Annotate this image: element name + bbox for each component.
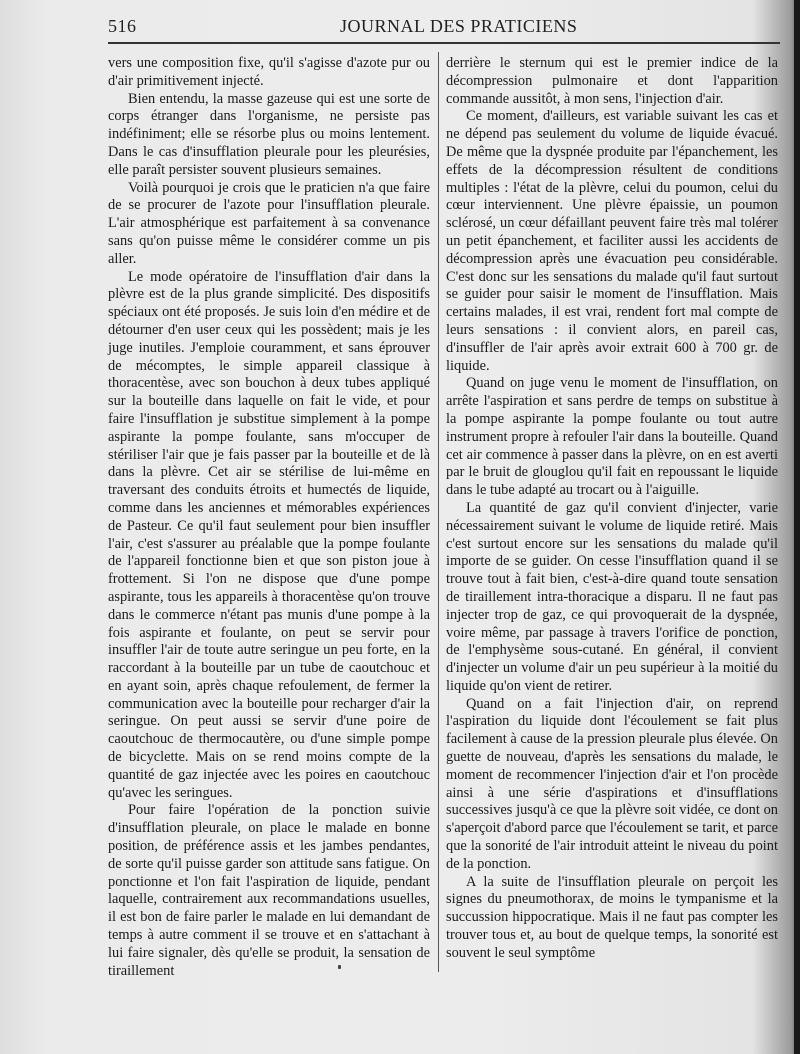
paragraph: derrière le sternum qui est le premier indice de la décompression pulmonaire et dont l'apparition commande aussitôt, à mon sens, l'injection d'air. — [446, 55, 778, 107]
paragraph: Quand on juge venu le moment de l'insufflation, on arrête l'aspiration et sans perdre de temps on substitue à la pompe aspirante la pompe foulante ou tout autre instrument propre à refouler l'air dans la bouteille. Quand cet air commence à passer dans la plèvre, on en est averti par le bruit de glouglou qu'il fait en repoussant le liquide dans le tube adapté au trocart ou à l'aiguille. — [446, 375, 778, 499]
paragraph: Ce moment, d'ailleurs, est variable suivant les cas et ne dépend pas seulement du volume de liquide évacué. De même que la dyspnée produite par l'épanchement, les effets de la décompression résultent de conditions multiples : l'état de la plèvre, celui du poumon, celui du cœur interviennent. Une plèvre épaissie, un poumon sclérosé, un cœur défaillant peuvent faire très mal tolérer un petit épanchement, et faciliter aussi les accidents de décompression après une évacuation peu considérable. C'est donc sur les sensations du malade qu'il faut surtout se guider pour saisir le moment de l'insufflation. Mais certains malades, il est vrai, rendent fort mal compte de leurs sensations : il convient alors, en pareil cas, d'insuffler de l'air après avoir extrait 600 à 700 gr. de liquide. — [446, 108, 778, 374]
paragraph: Le mode opératoire de l'insufflation d'air dans la plèvre est de la plus grande simplicité. Des dispositifs spéciaux ont été proposés. Je suis loin d'en médire et de détourner d'en user ceux qui les possèdent; mais je les juge inutiles. J'emploie couramment, et sans éprouver de mécomptes, le simple appareil classique à thoracentèse, avec son bouchon à deux tubes appliqué sur la bouteille dans laquelle on fait le vide, et pour faire l'insufflation je substitue simplement à la pompe aspirante la pompe foulante, sans m'occuper de stériliser l'air que je fais passer par la bouteille et de là dans la plèvre. Cet air se stérilise de lui-même en traversant des conduits étroits et humectés de liquide, comme dans les anciennes et mémorables expériences de Pasteur. Ce qu'il faut seulement pour bien insuffler l'air, c'est s'assurer au préalable que la pompe foulante de l'appareil fonctionne bien et que son piston joue à frottement. Si l'on ne dispose que d'une pompe aspirante, tous les appareils à thoracentèse qu'on trouve dans le commerce n'étant pas munis d'une pompe à la fois aspirante et foulante, on peut se servir pour insuffler l'air de toute autre seringue un peu forte, en la raccordant à la bouteille par un tube de caoutchouc et en ayant soin, après chaque refoulement, de fermer la communication avec la bouteille pour recharger d'air la seringue. On peut aussi se servir d'une poire de caoutchouc de thermocautère, ou d'une simple pompe de bicyclette. Mais on se rend moins compte de la quantité de gaz injectée avec les poires en caoutchouc qu'avec les seringues. — [108, 268, 430, 801]
paragraph: Quand on a fait l'injection d'air, on reprend l'aspiration du liquide dont l'écoulement se fait plus facilement à cause de la pression pleurale plus élevée. On guette de nouveau, d'après les sensations du malade, le moment de recommencer l'injection d'air et l'on procède ainsi à une série d'aspirations et d'insufflations successives jusqu'à ce que la plèvre soit vidée, ce dont on s'aperçoit d'abord parce que l'écoulement se tarit, et parce que la sonorité de l'air introduit atteint le niveau du point de la ponction. — [446, 695, 778, 872]
journal-title: JOURNAL DES PRATICIENS — [340, 16, 578, 36]
ink-mark — [338, 965, 341, 969]
paragraph: Pour faire l'opération de la ponction suivie d'insufflation pleurale, on place le malade en bonne position, de préférence assis et les jambes pendantes, de sorte qu'il puisse garder son attitude sans fatigue. On ponctionne et l'on fait l'aspiration de liquide, pendant laquelle, contrairement aux recommandations usuelles, il est bon de faire parler le malade en lui demandant de temps à autre comment il se trouve et en s'attachant à lui faire signaler, dès qu'elle se produit, la sensation de tiraillement — [108, 802, 430, 979]
paragraph: vers une composition fixe, qu'il s'agisse d'azote pur ou d'air primitivement injecté. — [108, 55, 430, 89]
page-edge-shadow — [794, 0, 800, 1054]
paragraph: La quantité de gaz qu'il convient d'injecter, varie nécessairement suivant le volume de liquide retiré. Mais c'est surtout encore sur les sensations du malade qu'il importe de se guider. On cesse l'insufflation quand il se trouve tout à fait bien, c'est-à-dire quand toute sensation de tiraillement intra-thoracique a disparu. Il ne faut pas injecter trop de gaz, ce qui provoquerait de la dyspnée, voire même, par passage à travers l'orifice de ponction, de l'emphysème sous-cutané. En général, il convient d'injecter un volume d'air un peu supérieur à la moitié du liquide qu'on vient de retirer. — [446, 499, 778, 694]
paragraph: Voilà pourquoi je crois que le praticien n'a que faire de se procurer de l'azote pour l'insufflation pleurale. L'air atmosphérique est parfaitement à sa convenance sans qu'on puisse même le considérer comme un pis aller. — [108, 179, 430, 267]
right-column — [446, 55, 778, 963]
running-header — [108, 14, 788, 42]
paragraph: A la suite de l'insufflation pleurale on perçoit les signes du pneumothorax, de moins le tympanisme et la succussion hippocratique. Mais il ne faut pas compter les trouver tous et, au bout de quelque temps, la sonorité est souvent le seul symptôme — [446, 873, 778, 961]
paragraph: Bien entendu, la masse gazeuse qui est une sorte de corps étranger dans l'organisme, ne persiste pas indéfiniment; elle se résorbe plus ou moins lentement. Dans le cas d'insufflation pleurale pour les pleurésies, elle paraît persister souvent plusieurs semaines. — [108, 90, 430, 178]
column-divider — [438, 52, 439, 972]
left-column — [108, 55, 430, 980]
header-rule — [108, 42, 780, 44]
page-number: 516 — [108, 16, 137, 36]
